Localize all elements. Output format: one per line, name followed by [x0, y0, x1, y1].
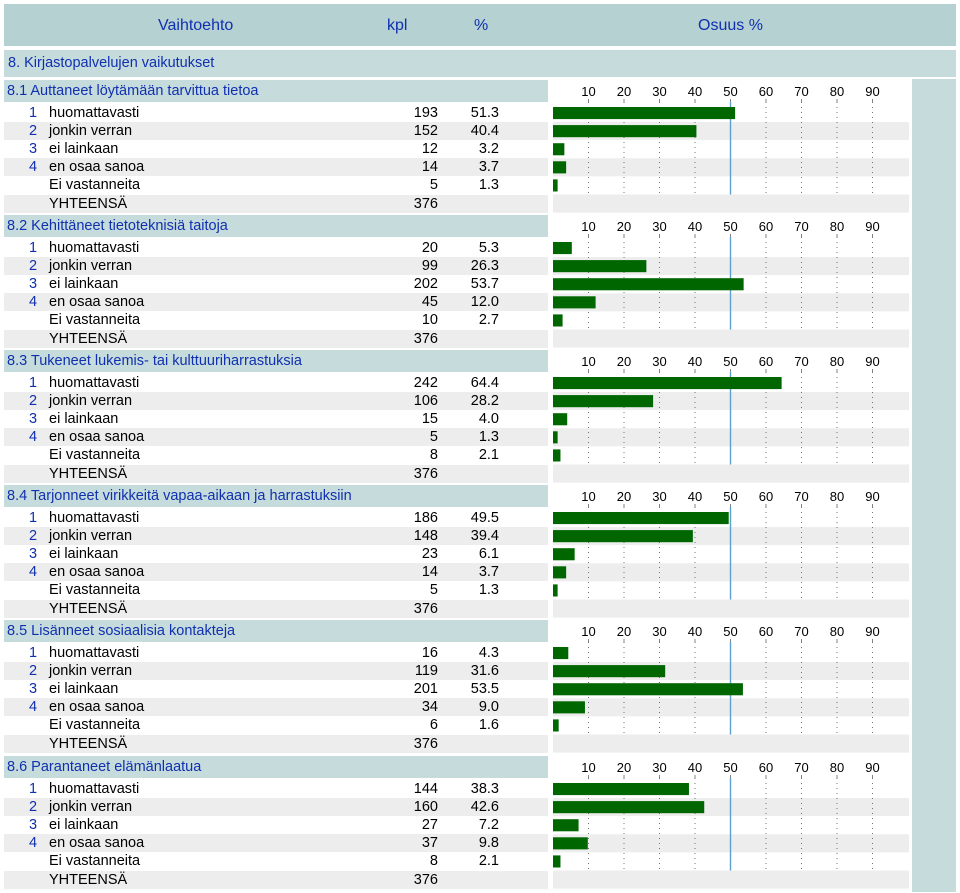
row-label: ei lainkaan	[49, 681, 119, 698]
bar	[553, 584, 558, 596]
x-tick-label: 10	[581, 218, 596, 234]
section-title	[4, 485, 548, 507]
row-percent: 39.4	[470, 528, 499, 545]
bar-chart-svg	[553, 350, 909, 483]
total-label: YHTEENSÄ	[49, 735, 128, 752]
x-tick-label: 10	[581, 759, 596, 775]
x-tick-label: 40	[687, 623, 703, 639]
column-header-share: Osuus %	[698, 17, 763, 34]
row-percent: 53.7	[470, 276, 499, 293]
x-tick-label: 40	[687, 353, 703, 369]
row-label: huomattavasti	[49, 781, 140, 797]
row-count: 99	[421, 258, 438, 275]
bar	[553, 647, 568, 659]
x-tick-label: 20	[616, 218, 632, 234]
row-label: jonkin verran	[49, 123, 133, 140]
row-percent: 28.2	[470, 393, 499, 410]
x-tick-label: 90	[865, 488, 880, 504]
bar	[553, 377, 782, 389]
top-section-title: 8. Kirjastopalvelujen vaikutukset	[8, 55, 215, 71]
bar	[553, 837, 588, 849]
row-label: huomattavasti	[49, 240, 140, 256]
section-title	[4, 350, 548, 372]
row-number: 4	[29, 699, 38, 716]
row-percent: 2.1	[478, 853, 499, 870]
row-percent: 6.1	[478, 546, 499, 563]
x-tick-label: 10	[581, 488, 596, 504]
row-percent: 3.2	[478, 141, 499, 158]
row-percent: 9.0	[478, 699, 499, 716]
row-count: 15	[421, 411, 438, 428]
row-label: en osaa sanoa	[49, 294, 145, 311]
bar	[553, 395, 653, 407]
row-label: huomattavasti	[49, 105, 140, 121]
row-number: 2	[29, 123, 38, 140]
chart-row-band	[553, 329, 909, 347]
x-tick-label: 60	[758, 218, 774, 234]
row-number: 4	[29, 159, 38, 176]
chart-row-band	[553, 464, 909, 482]
row-number: 3	[29, 276, 38, 293]
x-tick-label: 90	[865, 759, 880, 775]
row-number: 3	[29, 546, 38, 563]
row-percent: 51.3	[470, 105, 499, 121]
row-percent: 12.0	[470, 294, 499, 311]
x-tick-label: 80	[829, 623, 845, 639]
x-tick-label: 80	[829, 759, 845, 775]
bar	[553, 179, 558, 191]
bar	[553, 819, 579, 831]
column-header-option: Vaihtoehto	[158, 17, 234, 34]
x-tick-label: 70	[794, 488, 809, 504]
x-tick-label: 80	[829, 218, 845, 234]
section-title	[4, 215, 548, 237]
row-label: ei lainkaan	[49, 276, 119, 293]
column-header-percent: %	[474, 17, 489, 34]
chart-row-band	[553, 734, 909, 752]
row-count: 10	[421, 312, 438, 329]
bar-chart-svg	[553, 485, 909, 618]
bar	[553, 107, 735, 119]
bar	[553, 242, 572, 254]
chart-row-band	[553, 599, 909, 617]
chart-row-band	[553, 194, 909, 212]
bar-chart-svg	[553, 80, 909, 213]
row-number: 2	[29, 799, 38, 816]
row-count: 119	[414, 663, 438, 680]
x-tick-label: 70	[794, 83, 809, 99]
bar-chart-svg	[553, 215, 909, 348]
x-tick-label: 80	[829, 488, 845, 504]
bar	[553, 161, 566, 173]
x-tick-label: 10	[581, 83, 596, 99]
row-percent: 1.3	[478, 582, 499, 599]
row-count: 202	[413, 276, 438, 293]
bar-chart-svg	[553, 756, 909, 889]
row-label: ei lainkaan	[49, 411, 119, 428]
row-count: 160	[413, 799, 438, 816]
bar	[553, 566, 566, 578]
row-number: 1	[29, 645, 38, 661]
row-percent: 5.3	[478, 240, 499, 256]
row-percent: 4.3	[478, 645, 499, 661]
x-tick-label: 50	[723, 759, 738, 775]
bar	[553, 314, 563, 326]
x-tick-label: 30	[652, 488, 667, 504]
row-percent: 7.2	[478, 817, 499, 834]
chart-row-band	[553, 870, 909, 888]
row-count: 5	[429, 582, 438, 599]
row-number: 1	[29, 240, 38, 256]
row-number: 4	[29, 294, 38, 311]
x-tick-label: 10	[581, 353, 596, 369]
section-title-text: 8.2 Kehittäneet tietoteknisiä taitoja	[7, 218, 228, 234]
row-label: en osaa sanoa	[49, 835, 145, 852]
x-tick-label: 40	[687, 83, 703, 99]
bar	[553, 801, 704, 813]
row-number: 1	[29, 781, 38, 797]
row-number: 1	[29, 105, 38, 121]
x-tick-label: 40	[687, 759, 703, 775]
total-count: 376	[413, 330, 438, 347]
row-label: jonkin verran	[49, 799, 133, 816]
bar-chart	[553, 350, 909, 483]
row-label: Ei vastanneita	[49, 853, 141, 870]
row-percent: 1.3	[478, 429, 499, 446]
row-label: huomattavasti	[49, 375, 140, 391]
row-percent: 1.3	[478, 177, 499, 194]
row-label: jonkin verran	[49, 258, 133, 275]
column-header-bar	[4, 4, 956, 46]
section-title	[4, 620, 548, 642]
row-count: 242	[413, 375, 438, 391]
row-count: 20	[421, 240, 438, 256]
total-label: YHTEENSÄ	[49, 330, 128, 347]
total-label: YHTEENSÄ	[49, 195, 128, 212]
row-label: jonkin verran	[49, 663, 133, 680]
bar	[553, 665, 665, 677]
row-label: ei lainkaan	[49, 817, 119, 834]
section-title-text: 8.4 Tarjonneet virikkeitä vapaa-aikaan ja harrastuksiin	[7, 488, 352, 504]
x-tick-label: 90	[865, 623, 880, 639]
row-number: 2	[29, 258, 38, 275]
row-number: 2	[29, 393, 38, 410]
row-count: 14	[421, 564, 438, 581]
row-count: 8	[429, 853, 438, 870]
row-percent: 42.6	[470, 799, 499, 816]
x-tick-label: 50	[723, 83, 738, 99]
row-count: 23	[421, 546, 438, 563]
total-count: 376	[413, 195, 438, 212]
row-count: 186	[413, 510, 438, 526]
x-tick-label: 40	[687, 218, 703, 234]
row-label: en osaa sanoa	[49, 699, 145, 716]
row-number: 4	[29, 564, 38, 581]
row-number: 2	[29, 663, 38, 680]
x-tick-label: 90	[865, 83, 880, 99]
row-count: 8	[429, 447, 438, 464]
x-tick-label: 80	[829, 83, 845, 99]
bar-chart	[553, 485, 909, 618]
row-number: 2	[29, 528, 38, 545]
x-tick-label: 30	[652, 218, 667, 234]
bar	[553, 413, 567, 425]
row-count: 193	[413, 105, 438, 121]
row-label: Ei vastanneita	[49, 177, 141, 194]
row-number: 3	[29, 141, 38, 158]
x-tick-label: 20	[616, 83, 632, 99]
row-label: Ei vastanneita	[49, 312, 141, 329]
row-count: 37	[421, 835, 438, 852]
bar	[553, 548, 575, 560]
row-count: 5	[429, 177, 438, 194]
x-tick-label: 20	[616, 353, 632, 369]
row-count: 34	[421, 699, 438, 716]
row-count: 14	[421, 159, 438, 176]
total-count: 376	[413, 735, 438, 752]
bar	[553, 783, 689, 795]
row-label: jonkin verran	[49, 528, 133, 545]
row-number: 1	[29, 375, 38, 391]
x-tick-label: 70	[794, 353, 809, 369]
row-percent: 26.3	[470, 258, 499, 275]
row-label: ei lainkaan	[49, 141, 119, 158]
section-title	[4, 80, 548, 102]
row-percent: 53.5	[470, 681, 499, 698]
x-tick-label: 50	[723, 218, 738, 234]
total-label: YHTEENSÄ	[49, 600, 128, 617]
x-tick-label: 90	[865, 353, 880, 369]
row-number: 4	[29, 835, 38, 852]
section-title-text: 8.3 Tukeneet lukemis- tai kulttuuriharrastuksia	[7, 353, 302, 369]
row-label: en osaa sanoa	[49, 429, 145, 446]
row-number: 3	[29, 411, 38, 428]
row-percent: 3.7	[478, 564, 499, 581]
x-tick-label: 60	[758, 488, 774, 504]
row-label: huomattavasti	[49, 645, 140, 661]
bar	[553, 719, 559, 731]
bar	[553, 260, 646, 272]
row-label: en osaa sanoa	[49, 564, 145, 581]
section-title-text: 8.6 Parantaneet elämänlaatua	[7, 759, 202, 775]
x-tick-label: 90	[865, 218, 880, 234]
row-count: 144	[413, 781, 438, 797]
bar-chart-svg	[553, 620, 909, 753]
row-percent: 1.6	[478, 717, 499, 734]
bar	[553, 530, 693, 542]
x-tick-label: 30	[652, 83, 667, 99]
x-tick-label: 50	[723, 623, 738, 639]
row-count: 27	[421, 817, 438, 834]
row-label: huomattavasti	[49, 510, 140, 526]
x-tick-label: 50	[723, 353, 738, 369]
bar	[553, 512, 729, 524]
row-label: Ei vastanneita	[49, 717, 141, 734]
bar-chart	[553, 80, 909, 213]
x-tick-label: 60	[758, 83, 774, 99]
bar	[553, 431, 558, 443]
x-tick-label: 80	[829, 353, 845, 369]
bar	[553, 296, 596, 308]
row-count: 152	[413, 123, 438, 140]
bar-chart	[553, 215, 909, 348]
x-tick-label: 20	[616, 623, 632, 639]
row-count: 16	[421, 645, 438, 661]
row-label: Ei vastanneita	[49, 582, 141, 599]
bar	[553, 855, 560, 867]
x-tick-label: 10	[581, 623, 596, 639]
right-margin-band	[912, 79, 956, 892]
x-tick-label: 20	[616, 759, 632, 775]
total-count: 376	[413, 871, 438, 888]
bar	[553, 701, 585, 713]
section-title	[4, 756, 548, 778]
x-tick-label: 30	[652, 759, 667, 775]
bar	[553, 143, 564, 155]
x-tick-label: 60	[758, 353, 774, 369]
x-tick-label: 40	[687, 488, 703, 504]
row-count: 6	[429, 717, 438, 734]
section-title-text: 8.5 Lisänneet sosiaalisia kontakteja	[7, 623, 236, 639]
bar	[553, 683, 743, 695]
row-label: ei lainkaan	[49, 546, 119, 563]
row-count: 201	[413, 681, 438, 698]
section-title-text: 8.1 Auttaneet löytämään tarvittua tietoa	[7, 83, 259, 99]
bar	[553, 449, 560, 461]
x-tick-label: 60	[758, 623, 774, 639]
row-percent: 2.1	[478, 447, 499, 464]
total-count: 376	[413, 600, 438, 617]
x-tick-label: 20	[616, 488, 632, 504]
total-label: YHTEENSÄ	[49, 871, 128, 888]
row-percent: 2.7	[478, 312, 499, 329]
row-count: 148	[413, 528, 438, 545]
x-tick-label: 60	[758, 759, 774, 775]
row-percent: 4.0	[478, 411, 499, 428]
row-number: 1	[29, 510, 38, 526]
x-tick-label: 50	[723, 488, 738, 504]
row-count: 106	[413, 393, 438, 410]
row-label: Ei vastanneita	[49, 447, 141, 464]
total-count: 376	[413, 465, 438, 482]
row-count: 5	[429, 429, 438, 446]
x-tick-label: 70	[794, 759, 809, 775]
row-percent: 40.4	[470, 123, 499, 140]
x-tick-label: 70	[794, 623, 809, 639]
x-tick-label: 70	[794, 218, 809, 234]
row-number: 3	[29, 817, 38, 834]
column-header-count: kpl	[387, 17, 408, 34]
x-tick-label: 30	[652, 353, 667, 369]
row-percent: 3.7	[478, 159, 499, 176]
row-percent: 38.3	[470, 781, 499, 797]
bar	[553, 125, 696, 137]
bar-chart	[553, 620, 909, 753]
row-count: 45	[421, 294, 438, 311]
row-percent: 31.6	[470, 663, 499, 680]
row-percent: 64.4	[470, 375, 499, 391]
row-label: jonkin verran	[49, 393, 133, 410]
row-count: 12	[421, 141, 438, 158]
bar-chart	[553, 756, 909, 889]
row-number: 4	[29, 429, 38, 446]
bar	[553, 278, 744, 290]
row-percent: 9.8	[478, 835, 499, 852]
total-label: YHTEENSÄ	[49, 465, 128, 482]
row-label: en osaa sanoa	[49, 159, 145, 176]
row-percent: 49.5	[470, 510, 499, 526]
x-tick-label: 30	[652, 623, 667, 639]
row-number: 3	[29, 681, 38, 698]
